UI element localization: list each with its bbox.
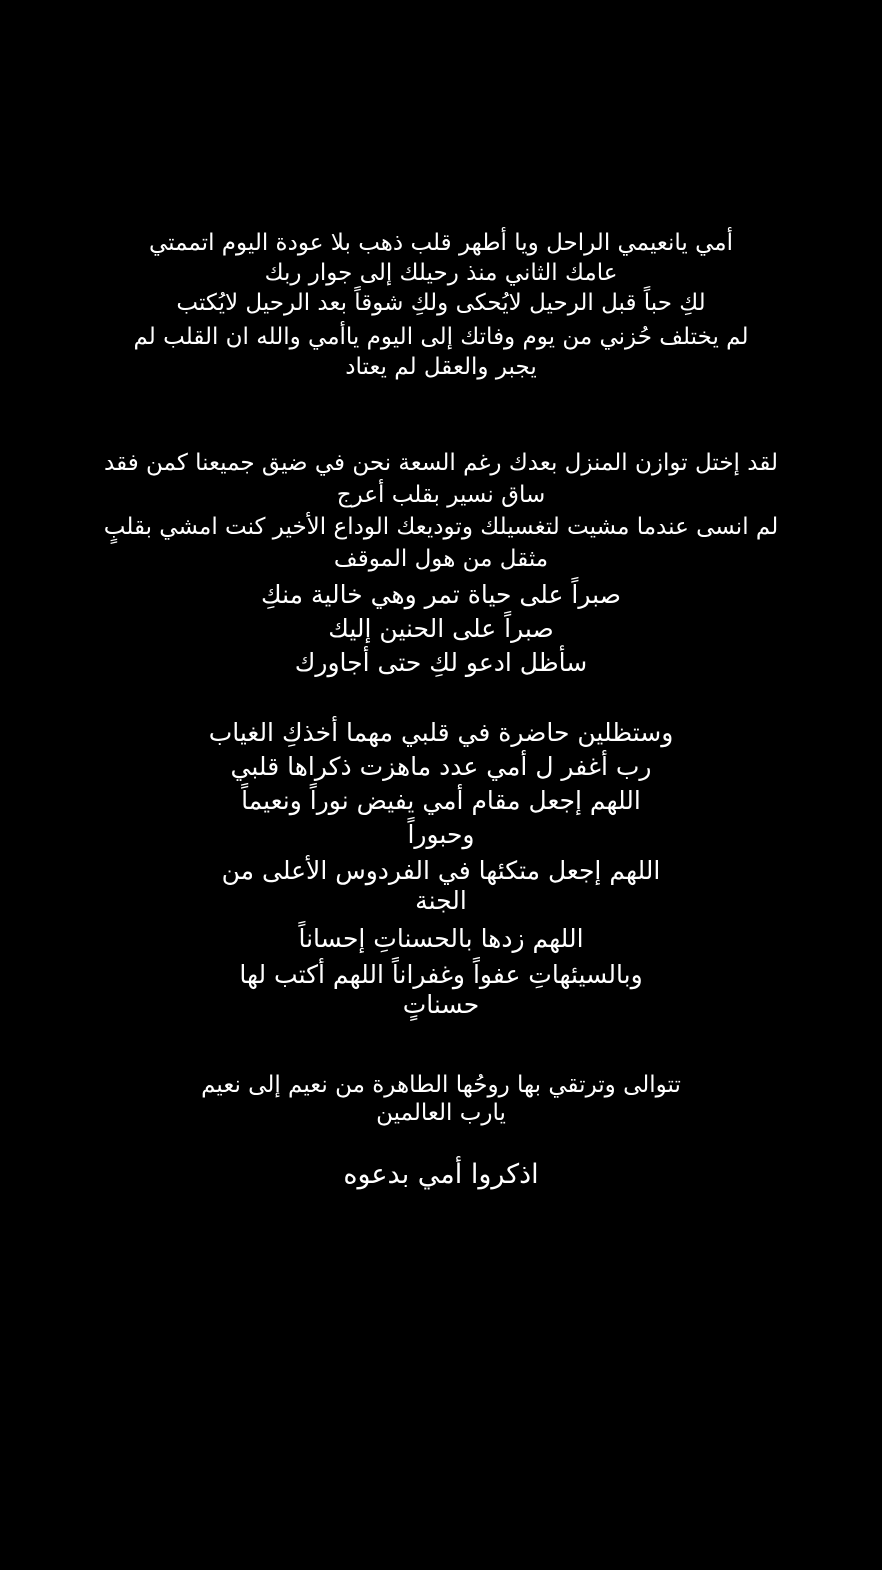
text-line: حسناتٍ (402, 990, 480, 1019)
text-line: وبالسيئهاتِ عفواً وغفراناً اللهم أكتب لها (239, 960, 643, 989)
text-line: تتوالى وترتقي بها روحُها الطاهرة من نعيم إلى نعيم (201, 1072, 681, 1098)
text-line: وحبوراً (407, 820, 475, 849)
text-line: يارب العالمين (376, 1100, 506, 1126)
text-line: الجنة (415, 886, 467, 915)
text-line: صبراً على حياة تمر وهي خالية منكِ (261, 580, 621, 609)
text-line: لقد إختل توازن المنزل بعدك رغم السعة نحن في ضيق جميعنا كمن فقد (104, 450, 778, 476)
text-line: اللهم إجعل متكئها في الفردوس الأعلى من (221, 856, 661, 885)
text-line: لم يختلف حُزني من يوم وفاتك إلى اليوم ياأمي والله ان القلب لم (133, 324, 749, 350)
closing-line: اذكروا أمي بدعوه (343, 1159, 539, 1190)
text-line: لم انسى عندما مشيت لتغسيلك وتوديعك الوداع الأخير كنت امشي بقلبٍ (103, 514, 779, 540)
paragraph-prayers (60, 718, 822, 1020)
paragraph-home (60, 448, 822, 682)
text-line: اللهم زدها بالحسناتِ إحساناً (298, 924, 584, 953)
text-line: لكِ حباً قبل الرحيل لايُحكى ولكِ شوقاً بعد الرحيل لايُكتب (176, 290, 706, 316)
text-line: ساق نسير بقلب أعرج (336, 482, 546, 508)
text-line: أمي يانعيمي الراحل ويا أطهر قلب ذهب بلا عودة اليوم اتممتي (148, 230, 734, 256)
text-line: رب أغفر ل أمي عدد ماهزت ذكراها قلبي (230, 752, 652, 781)
text-line: وستظلين حاضرة في قلبي مهما أخذكِ الغياب (208, 718, 674, 747)
text-line: مثقل من هول الموقف (333, 546, 549, 572)
text-line: عامك الثاني منذ رحيلك إلى جوار ربك (264, 260, 618, 286)
paragraph-opening (60, 228, 822, 382)
text-line: صبراً على الحنين إليك (328, 614, 554, 643)
paragraph-ascension (60, 1072, 822, 1128)
text-line: اللهم إجعل مقام أمي يفيض نوراً ونعيماً (241, 786, 641, 815)
text-line: يجبر والعقل لم يعتاد (345, 354, 537, 380)
closing-request (60, 1158, 822, 1192)
text-line: سأظل ادعو لكِ حتى أجاورك (294, 648, 588, 677)
